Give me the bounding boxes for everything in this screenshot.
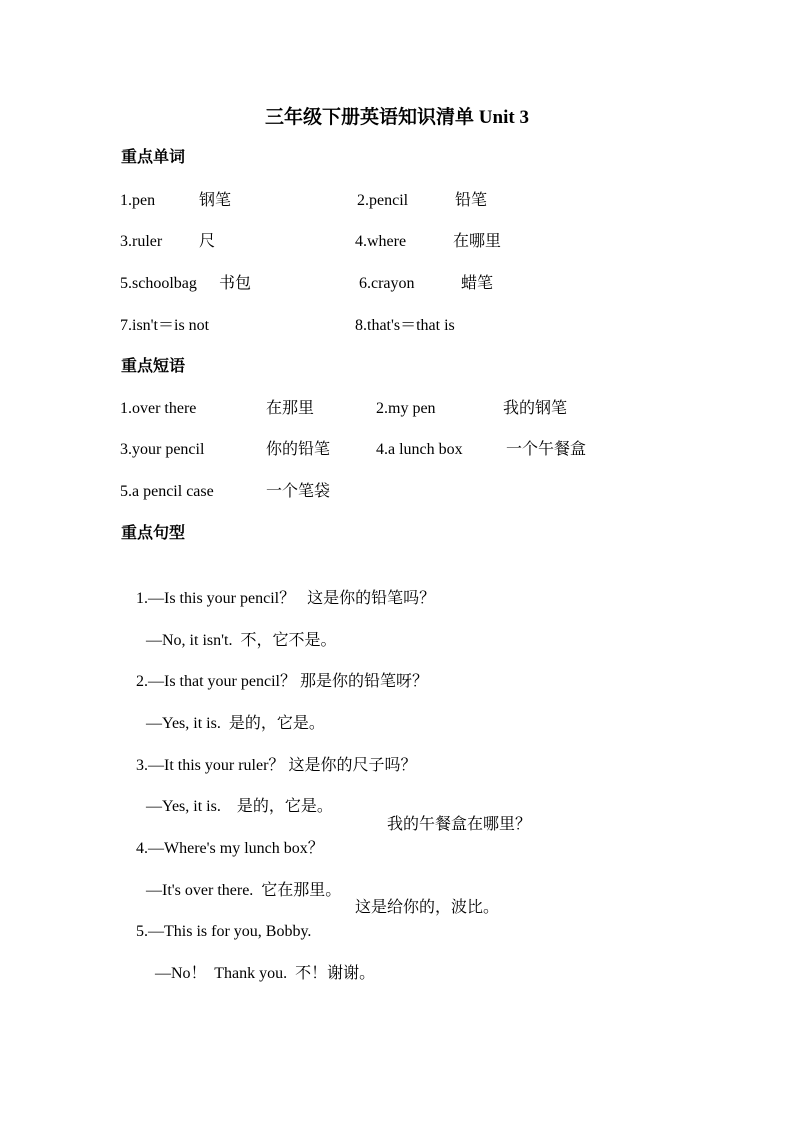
sentence-en: 3.—It this your ruler？: [136, 757, 285, 774]
word-row: [0, 314, 794, 338]
sentence-gap: [287, 965, 295, 982]
sentence-zh: 那是你的铅笔呀？: [299, 673, 428, 690]
sentence-en: 4.—Where's my lunch box？: [136, 840, 324, 857]
phrase-zh: 你的铅笔: [266, 441, 331, 458]
phrase-row: [0, 480, 794, 504]
word-zh: 尺: [199, 233, 216, 250]
phrase-en: 2.my pen: [376, 400, 436, 417]
word-en: 3.ruler: [120, 233, 163, 250]
phrase-row: [0, 397, 794, 421]
word-en: 5.schoolbag: [120, 275, 197, 292]
sentence-en: —Yes, it is.: [146, 798, 221, 815]
word-row: [0, 189, 794, 213]
phrase-zh: 一个笔袋: [266, 483, 331, 500]
sentence-zh: 是的，它是。: [236, 798, 333, 815]
word-en: 2.pencil: [357, 192, 409, 209]
phrase-zh: 我的钢笔: [503, 400, 568, 417]
sentence-zh: 这是你的铅笔吗？: [307, 590, 436, 607]
phrase-row: [0, 438, 794, 462]
phrase-en: 4.a lunch box: [376, 441, 463, 458]
sentence-zh: 不！谢谢。: [295, 965, 376, 982]
word-row: [0, 272, 794, 296]
phrase-zh: 在那里: [266, 400, 315, 417]
sentence-zh: 不，它不是。: [240, 632, 337, 649]
word-en: 7.isn't＝is not: [120, 317, 210, 334]
section-heading-sentences: 重点句型: [121, 525, 186, 542]
sentence-en: —It's over there.: [146, 882, 254, 899]
sentence-zh: 这是给你的，波比。: [355, 899, 500, 916]
phrase-zh: 一个午餐盒: [506, 441, 587, 458]
sentence-en: —No！ Thank you.: [155, 965, 288, 982]
sentence-en: 5.—This is for you, Bobby.: [136, 923, 312, 940]
word-en: 1.pen: [120, 192, 156, 209]
sentence-zh: 是的，它是。: [228, 715, 325, 732]
document-title: 三年级下册英语知识清单 Unit 3: [265, 107, 529, 128]
phrase-en: 5.a pencil case: [120, 483, 214, 500]
sentence-en: —Yes, it is.: [146, 715, 221, 732]
word-zh: 书包: [219, 275, 252, 292]
sentence-zh: 它在那里。: [261, 882, 342, 899]
word-en: 4.where: [355, 233, 407, 250]
phrase-en: 3.your pencil: [120, 441, 205, 458]
section-heading-words: 重点单词: [121, 149, 186, 166]
sentence-en: —No, it isn't.: [146, 632, 233, 649]
word-row: [0, 230, 794, 254]
word-zh: 钢笔: [199, 192, 232, 209]
section-heading-phrases: 重点短语: [121, 358, 186, 375]
sentence-line: [139, 938, 375, 1010]
word-en: 8.that's＝that is: [355, 317, 455, 334]
sentence-zh: 这是你的尺子吗？: [288, 757, 417, 774]
sentence-en: 1.—Is this your pencil？: [136, 590, 296, 607]
phrase-en: 1.over there: [120, 400, 197, 417]
sentence-en: 2.—Is that your pencil？: [136, 673, 296, 690]
word-zh: 在哪里: [453, 233, 502, 250]
sentence-zh: 我的午餐盒在哪里？: [387, 816, 532, 833]
word-zh: 铅笔: [455, 192, 488, 209]
word-zh: 蜡笔: [461, 275, 494, 292]
word-en: 6.crayon: [359, 275, 415, 292]
